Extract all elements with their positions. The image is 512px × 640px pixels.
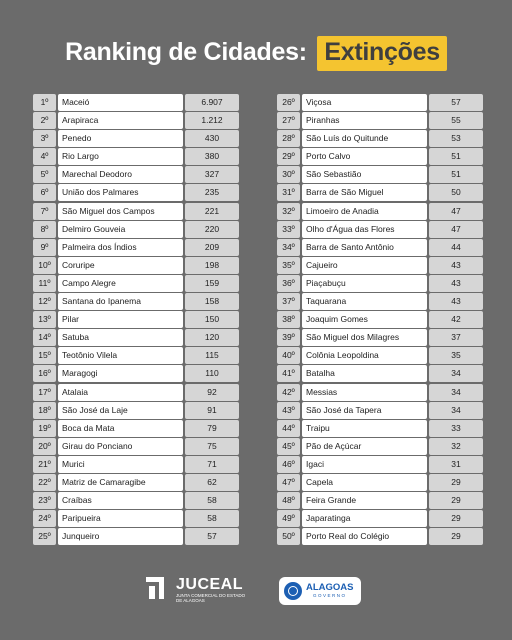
city-cell: Coruripe (58, 257, 183, 274)
rank-cell: 18º (33, 402, 56, 419)
value-cell: 42 (429, 311, 483, 328)
alagoas-seal-icon (284, 582, 302, 600)
ranking-row (277, 203, 483, 220)
value-cell: 92 (185, 384, 239, 401)
rank-cell: 31º (277, 184, 300, 201)
rank-cell: 21º (33, 456, 56, 473)
ranking-row (33, 203, 239, 220)
rank-cell: 27º (277, 112, 300, 129)
rank-cell: 13º (33, 311, 56, 328)
ranking-row (277, 94, 483, 111)
rank-cell: 12º (33, 293, 56, 310)
ranking-row (277, 510, 483, 527)
city-cell: São José da Laje (58, 402, 183, 419)
ranking-row (33, 347, 239, 364)
value-cell: 71 (185, 456, 239, 473)
ranking-row (277, 402, 483, 419)
value-cell: 235 (185, 184, 239, 201)
city-cell: Santana do Ipanema (58, 293, 183, 310)
rank-cell: 36º (277, 275, 300, 292)
alagoas-name: ALAGOAS (306, 582, 354, 593)
ranking-row (277, 184, 483, 201)
rank-cell: 45º (277, 438, 300, 455)
rank-cell: 37º (277, 293, 300, 310)
value-cell: 198 (185, 257, 239, 274)
value-cell: 51 (429, 148, 483, 165)
value-cell: 57 (185, 528, 239, 545)
rank-cell: 34º (277, 239, 300, 256)
value-cell: 29 (429, 528, 483, 545)
city-cell: Marechal Deodoro (58, 166, 183, 183)
value-cell: 58 (185, 510, 239, 527)
ranking-row (277, 148, 483, 165)
ranking-row (33, 311, 239, 328)
rank-cell: 3º (33, 130, 56, 147)
ranking-row (33, 293, 239, 310)
value-cell: 91 (185, 402, 239, 419)
rank-cell: 30º (277, 166, 300, 183)
ranking-row (277, 474, 483, 491)
value-cell: 327 (185, 166, 239, 183)
city-cell: Joaquim Gomes (302, 311, 427, 328)
rank-cell: 35º (277, 257, 300, 274)
city-cell: São José da Tapera (302, 402, 427, 419)
city-cell: Batalha (302, 365, 427, 382)
ranking-row (33, 257, 239, 274)
rank-cell: 23º (33, 492, 56, 509)
value-cell: 220 (185, 221, 239, 238)
city-cell: Traipu (302, 420, 427, 437)
value-cell: 29 (429, 474, 483, 491)
city-cell: Maragogi (58, 365, 183, 382)
value-cell: 34 (429, 384, 483, 401)
rank-cell: 20º (33, 438, 56, 455)
city-cell: Pão de Açúcar (302, 438, 427, 455)
ranking-row (33, 329, 239, 346)
city-cell: Boca da Mata (58, 420, 183, 437)
ranking-row (33, 239, 239, 256)
rank-cell: 49º (277, 510, 300, 527)
rank-cell: 15º (33, 347, 56, 364)
city-cell: Teotônio Vilela (58, 347, 183, 364)
ranking-row (277, 528, 483, 545)
alagoas-logo (279, 577, 361, 605)
city-cell: Maceió (58, 94, 183, 111)
rank-cell: 25º (33, 528, 56, 545)
value-cell: 50 (429, 184, 483, 201)
value-cell: 380 (185, 148, 239, 165)
ranking-row (33, 94, 239, 111)
value-cell: 31 (429, 456, 483, 473)
city-cell: Junqueiro (58, 528, 183, 545)
city-cell: União dos Palmares (58, 184, 183, 201)
rank-cell: 33º (277, 221, 300, 238)
city-cell: São Luís do Quitunde (302, 130, 427, 147)
rank-cell: 7º (33, 203, 56, 220)
city-cell: Feira Grande (302, 492, 427, 509)
value-cell: 32 (429, 438, 483, 455)
value-cell: 43 (429, 257, 483, 274)
value-cell: 209 (185, 239, 239, 256)
rank-cell: 47º (277, 474, 300, 491)
ranking-row (33, 510, 239, 527)
value-cell: 29 (429, 510, 483, 527)
value-cell: 79 (185, 420, 239, 437)
value-cell: 120 (185, 329, 239, 346)
value-cell: 34 (429, 402, 483, 419)
ranking-row (277, 130, 483, 147)
rank-cell: 50º (277, 528, 300, 545)
ranking-row (33, 365, 239, 382)
value-cell: 430 (185, 130, 239, 147)
ranking-row (33, 384, 239, 401)
rank-cell: 17º (33, 384, 56, 401)
city-cell: Viçosa (302, 94, 427, 111)
rank-cell: 9º (33, 239, 56, 256)
rank-cell: 48º (277, 492, 300, 509)
city-cell: Piaçabuçu (302, 275, 427, 292)
rank-cell: 46º (277, 456, 300, 473)
ranking-row (277, 239, 483, 256)
ranking-row (33, 275, 239, 292)
ranking-row (33, 474, 239, 491)
ranking-row (33, 184, 239, 201)
value-cell: 37 (429, 329, 483, 346)
rank-cell: 22º (33, 474, 56, 491)
rank-cell: 24º (33, 510, 56, 527)
value-cell: 35 (429, 347, 483, 364)
ranking-row (277, 365, 483, 382)
ranking-row (33, 166, 239, 183)
city-cell: Taquarana (302, 293, 427, 310)
ranking-row (277, 456, 483, 473)
city-cell: Pilar (58, 311, 183, 328)
ranking-row (277, 438, 483, 455)
value-cell: 51 (429, 166, 483, 183)
city-cell: Atalaia (58, 384, 183, 401)
footer (0, 575, 512, 615)
value-cell: 44 (429, 239, 483, 256)
city-cell: Palmeira dos Índios (58, 239, 183, 256)
city-cell: São Miguel dos Milagres (302, 329, 427, 346)
rank-cell: 10º (33, 257, 56, 274)
value-cell: 43 (429, 293, 483, 310)
rank-cell: 29º (277, 148, 300, 165)
rank-cell: 2º (33, 112, 56, 129)
rank-cell: 8º (33, 221, 56, 238)
ranking-row (33, 456, 239, 473)
alagoas-subtitle: GOVERNO (312, 593, 347, 598)
value-cell: 1.212 (185, 112, 239, 129)
city-cell: Colônia Leopoldina (302, 347, 427, 364)
city-cell: Porto Calvo (302, 148, 427, 165)
rank-cell: 5º (33, 166, 56, 183)
rank-cell: 42º (277, 384, 300, 401)
rank-cell: 41º (277, 365, 300, 382)
ranking-row (33, 492, 239, 509)
city-cell: Cajueiro (302, 257, 427, 274)
ranking-row (277, 293, 483, 310)
city-cell: Satuba (58, 329, 183, 346)
ranking-row (277, 257, 483, 274)
juceal-subtitle: JUNTA COMERCIAL DO ESTADO DE ALAGOAS (176, 593, 246, 603)
ranking-row (277, 420, 483, 437)
city-cell: São Sebastião (302, 166, 427, 183)
city-cell: Penedo (58, 130, 183, 147)
rank-cell: 40º (277, 347, 300, 364)
ranking-row (277, 384, 483, 401)
city-cell: Craíbas (58, 492, 183, 509)
rank-cell: 38º (277, 311, 300, 328)
city-cell: Piranhas (302, 112, 427, 129)
value-cell: 221 (185, 203, 239, 220)
ranking-row (33, 402, 239, 419)
value-cell: 33 (429, 420, 483, 437)
title-prefix: Ranking de Cidades: (65, 38, 307, 66)
ranking-row (33, 528, 239, 545)
ranking-row (33, 438, 239, 455)
rank-cell: 26º (277, 94, 300, 111)
city-cell: Porto Real do Colégio (302, 528, 427, 545)
ranking-column-left (33, 94, 239, 546)
juceal-logo (146, 577, 246, 603)
ranking-row (33, 112, 239, 129)
city-cell: São Miguel dos Campos (58, 203, 183, 220)
ranking-row (277, 492, 483, 509)
value-cell: 110 (185, 365, 239, 382)
value-cell: 159 (185, 275, 239, 292)
ranking-row (277, 275, 483, 292)
value-cell: 34 (429, 365, 483, 382)
page-title (0, 36, 512, 71)
ranking-column-right (277, 94, 483, 546)
value-cell: 57 (429, 94, 483, 111)
value-cell: 158 (185, 293, 239, 310)
value-cell: 115 (185, 347, 239, 364)
city-cell: Paripueira (58, 510, 183, 527)
city-cell: Campo Alegre (58, 275, 183, 292)
city-cell: Olho d'Água das Flores (302, 221, 427, 238)
rank-cell: 4º (33, 148, 56, 165)
title-highlight: Extinções (317, 36, 446, 71)
city-cell: Igaci (302, 456, 427, 473)
rank-cell: 44º (277, 420, 300, 437)
rank-cell: 28º (277, 130, 300, 147)
ranking-row (277, 166, 483, 183)
city-cell: Rio Largo (58, 148, 183, 165)
city-cell: Girau do Ponciano (58, 438, 183, 455)
rank-cell: 43º (277, 402, 300, 419)
city-cell: Murici (58, 456, 183, 473)
ranking-row (277, 347, 483, 364)
value-cell: 75 (185, 438, 239, 455)
ranking-row (33, 130, 239, 147)
rank-cell: 39º (277, 329, 300, 346)
ranking-row (277, 221, 483, 238)
rank-cell: 16º (33, 365, 56, 382)
city-cell: Japaratinga (302, 510, 427, 527)
ranking-row (277, 311, 483, 328)
city-cell: Arapiraca (58, 112, 183, 129)
value-cell: 47 (429, 221, 483, 238)
juceal-name: JUCEAL (176, 576, 244, 593)
value-cell: 53 (429, 130, 483, 147)
city-cell: Delmiro Gouveia (58, 221, 183, 238)
rank-cell: 1º (33, 94, 56, 111)
ranking-row (33, 148, 239, 165)
value-cell: 55 (429, 112, 483, 129)
city-cell: Capela (302, 474, 427, 491)
rank-cell: 6º (33, 184, 56, 201)
value-cell: 62 (185, 474, 239, 491)
juceal-logo-icon (146, 577, 172, 603)
value-cell: 43 (429, 275, 483, 292)
value-cell: 47 (429, 203, 483, 220)
rank-cell: 19º (33, 420, 56, 437)
city-cell: Messias (302, 384, 427, 401)
ranking-row (277, 112, 483, 129)
ranking-row (277, 329, 483, 346)
ranking-row (33, 221, 239, 238)
value-cell: 6.907 (185, 94, 239, 111)
rank-cell: 11º (33, 275, 56, 292)
city-cell: Matriz de Camaragibe (58, 474, 183, 491)
city-cell: Barra de Santo Antônio (302, 239, 427, 256)
rank-cell: 14º (33, 329, 56, 346)
value-cell: 29 (429, 492, 483, 509)
rank-cell: 32º (277, 203, 300, 220)
city-cell: Limoeiro de Anadia (302, 203, 427, 220)
value-cell: 150 (185, 311, 239, 328)
value-cell: 58 (185, 492, 239, 509)
city-cell: Barra de São Miguel (302, 184, 427, 201)
ranking-row (33, 420, 239, 437)
